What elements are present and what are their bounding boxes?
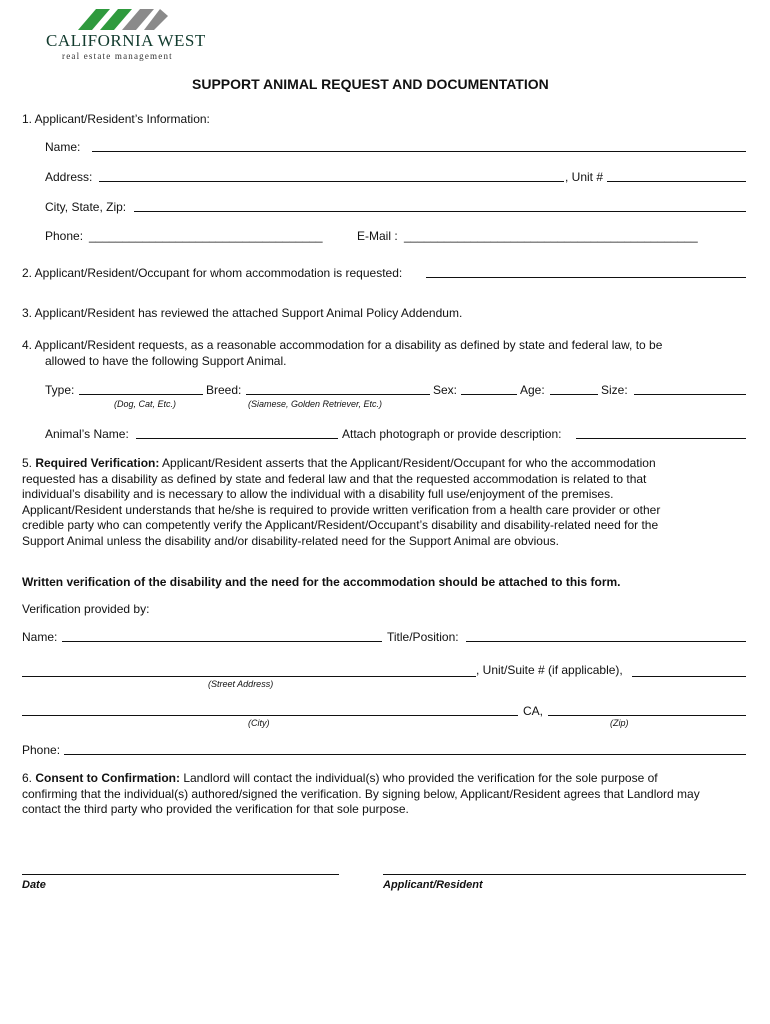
section-1-heading: 1. Applicant/Resident’s Information: xyxy=(22,112,210,126)
applicant-city-state-zip-field[interactable] xyxy=(134,211,746,212)
breed-hint: (Siamese, Golden Retriever, Etc.) xyxy=(248,399,383,409)
animal-breed-field[interactable] xyxy=(246,394,430,395)
date-signature-line[interactable] xyxy=(22,874,339,875)
section-5-heading: Required Verification: xyxy=(35,456,160,470)
applicant-signature-line[interactable] xyxy=(383,874,746,875)
type-hint: (Dog, Cat, Etc.) xyxy=(114,399,177,409)
section-4-line-1: 4. Applicant/Resident requests, as a reasonable accommodation for a disability as defined by state and federal law, to be xyxy=(22,338,663,352)
breed-label: Breed: xyxy=(206,383,242,397)
verifier-phone-label: Phone: xyxy=(22,743,61,757)
section-4-line-2: allowed to have the following Support Animal. xyxy=(45,354,287,368)
name-label: Name: xyxy=(45,140,81,154)
phone-label: Phone: xyxy=(45,229,84,243)
logo-tagline: real estate management xyxy=(62,51,173,61)
city-state-zip-label: City, State, Zip: xyxy=(45,200,127,214)
zip-hint: (Zip) xyxy=(610,718,629,728)
verifier-name-field[interactable] xyxy=(62,641,382,642)
verifier-city-field[interactable] xyxy=(22,715,518,716)
verifier-title-label: Title/Position: xyxy=(387,630,459,644)
verifier-unit-label: , Unit/Suite # (if applicable), xyxy=(476,663,623,677)
applicant-address-field[interactable] xyxy=(99,181,564,182)
applicant-name-field[interactable] xyxy=(92,151,746,152)
applicant-signature-label: Applicant/Resident xyxy=(383,879,483,891)
animal-name-field[interactable] xyxy=(136,438,338,439)
animal-age-field[interactable] xyxy=(550,394,598,395)
animal-size-field[interactable] xyxy=(634,394,746,395)
email-label: E-Mail : xyxy=(357,229,398,243)
verifier-name-label: Name: xyxy=(22,630,58,644)
verification-provided-by: Verification provided by: xyxy=(22,602,150,616)
section-6-body: Landlord will contact the individual(s) who provided the verification for the sole purpose of confirming that the individual(s) authored/signed the verification. By signing below, Applicant/Resident agrees that Landlord may contact the third party who provided the verification for that sole purpose. xyxy=(22,771,700,817)
section-6-paragraph xyxy=(22,771,712,818)
animal-sex-field[interactable] xyxy=(461,394,517,395)
verifier-phone-field[interactable] xyxy=(64,754,746,755)
attach-photo-label: Attach photograph or provide description: xyxy=(342,427,562,441)
animal-name-label: Animal’s Name: xyxy=(45,427,129,441)
type-label: Type: xyxy=(45,383,75,397)
applicant-phone-field[interactable]: ___________________________________ xyxy=(89,229,323,243)
state-ca-label: CA, xyxy=(523,704,544,718)
verifier-street-field[interactable] xyxy=(22,676,476,677)
street-address-hint: (Street Address) xyxy=(208,679,274,689)
applicant-unit-field[interactable] xyxy=(607,181,746,182)
logo-roof-icon xyxy=(40,6,215,32)
section-5-paragraph xyxy=(22,456,702,550)
unit-label: , Unit # xyxy=(565,170,604,184)
logo-name: CALIFORNIA WEST xyxy=(46,31,206,50)
age-label: Age: xyxy=(520,383,545,397)
section-5-number: 5. xyxy=(22,456,36,470)
animal-description-field[interactable] xyxy=(576,438,746,439)
company-logo xyxy=(40,6,215,62)
verifier-zip-field[interactable] xyxy=(548,715,746,716)
section-6-heading: Consent to Confirmation: xyxy=(35,771,180,785)
occupant-name-field[interactable] xyxy=(426,277,746,278)
city-hint: (City) xyxy=(248,718,270,728)
verification-note: Written verification of the disability and the need for the accommodation should be attached to this form. xyxy=(22,575,621,589)
size-label: Size: xyxy=(601,383,628,397)
animal-type-field[interactable] xyxy=(79,394,203,395)
section-5-body: Applicant/Resident asserts that the Applicant/Resident/Occupant for who the accommodation requested has a disability as defined by state and federal law and that the requested accommodation is related to that individual’s disability and is necessary to allow the individual with a disability full use/enjoyment of the premises. Applicant/Resident understands that he/she is required to provide written verification from a health care provider or other credible party who can competently verify the Applicant/Resident/Occupant’s disability and disability-related need for the Support Animal unless the disability and/or disability-related need for the Support Animal are obvious. xyxy=(22,456,661,548)
page-title: SUPPORT ANIMAL REQUEST AND DOCUMENTATION xyxy=(192,76,549,92)
applicant-email-field[interactable]: ____________________________________________ xyxy=(404,229,698,243)
sex-label: Sex: xyxy=(433,383,458,397)
section-3-text: 3. Applicant/Resident has reviewed the attached Support Animal Policy Addendum. xyxy=(22,306,463,320)
address-label: Address: xyxy=(45,170,93,184)
date-label: Date xyxy=(22,879,46,891)
section-6-number: 6. xyxy=(22,771,36,785)
section-2-text: 2. Applicant/Resident/Occupant for whom accommodation is requested: xyxy=(22,266,403,280)
verifier-title-field[interactable] xyxy=(466,641,746,642)
verifier-unit-field[interactable] xyxy=(632,676,746,677)
